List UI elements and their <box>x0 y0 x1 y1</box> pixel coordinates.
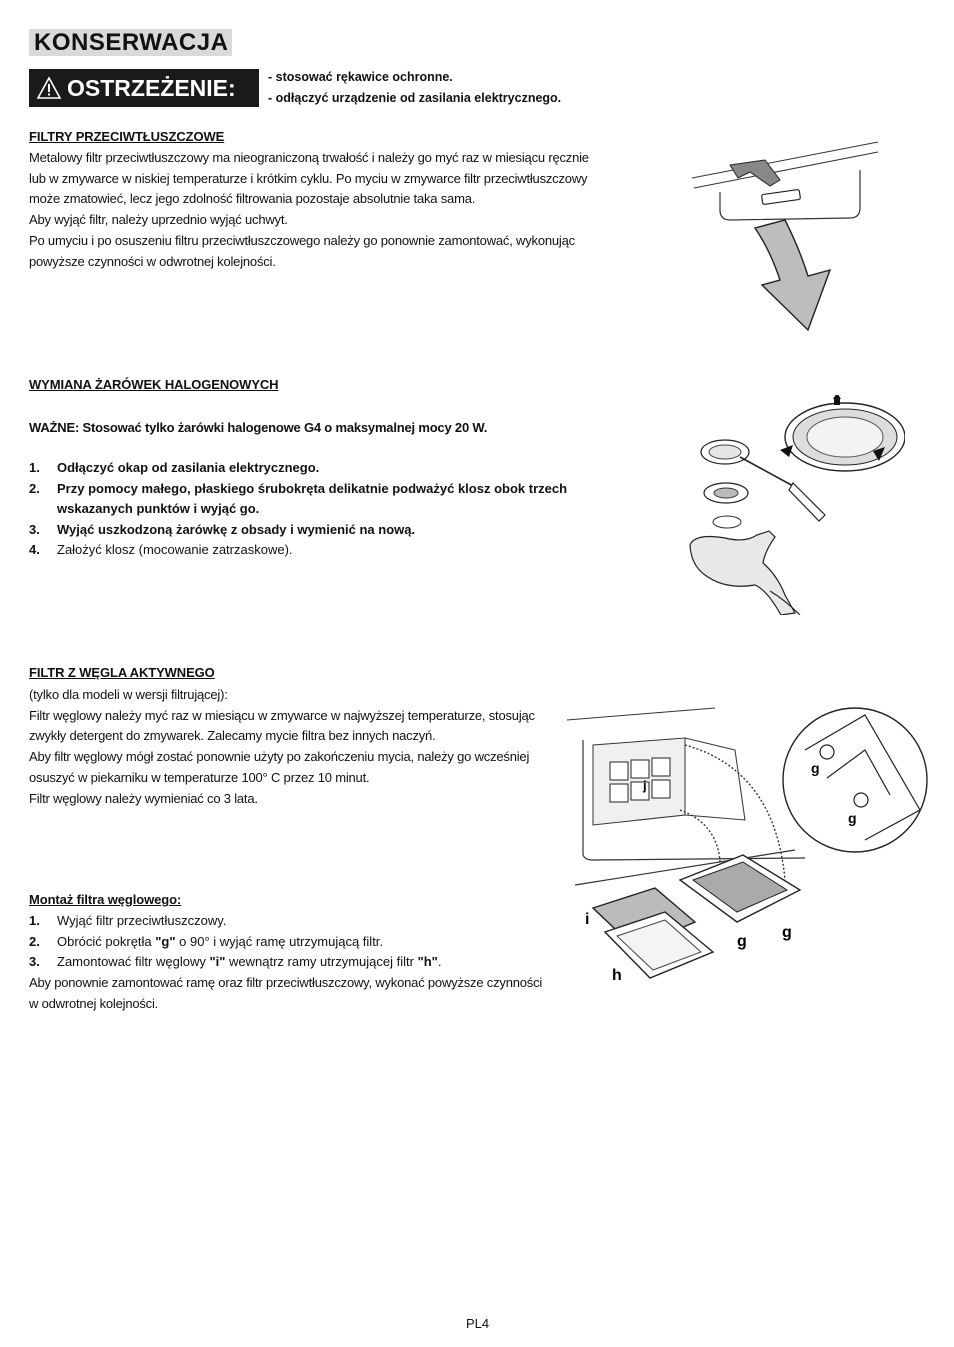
carbon-filter-illustration <box>565 690 950 995</box>
text-line: może zmatowieć, lecz jego zdolność filtrowania pozostaje absolutnie taka sama. <box>29 191 476 207</box>
text-line: Filtr węglowy należy myć raz w miesiącu w zmywarce w najwyższej temperaturze, stosując <box>29 707 535 723</box>
text-line: Aby filtr węglowy mógł zostać ponownie użyty po zakończeniu mycia, należy go wcześniej <box>29 749 530 765</box>
figure-label-i: i <box>585 911 590 928</box>
list-item: 3. Wyjąć uszkodzoną żarówkę z obsady i wymienić na nową. <box>29 521 416 537</box>
warning-label: OSTRZEŻENIE: <box>67 75 236 101</box>
figure-label-g: g <box>811 760 820 776</box>
section-heading-grease-filters: FILTRY PRZECIWTŁUSZCZOWE <box>29 129 225 144</box>
text-line: Metalowy filtr przeciwtłuszczowy ma nieograniczoną trwałość i należy go myć raz w miesiącu ręcznie <box>29 150 589 165</box>
figure-label-g: g <box>782 924 792 941</box>
figure-label-j: j <box>643 778 647 793</box>
list-item: 1. Odłączyć okap od zasilania elektrycznego. <box>29 460 320 475</box>
text-line: lub w zmywarce w niskiej temperaturze i krótkim cyklu. Po myciu w zmywarce filtr przeciwtłuszczowy <box>29 170 588 186</box>
carbon-mount-steps <box>29 911 589 973</box>
figure-label-g: g <box>848 810 857 826</box>
warning-item: - stosować rękawice ochronne. <box>268 70 453 84</box>
text-line: Filtr węglowy należy wymieniać co 3 lata. <box>29 790 258 806</box>
figure-label-h: h <box>612 967 622 984</box>
list-item: 4. Założyć klosz (mocowanie zatrzaskowe). <box>29 542 293 557</box>
grease-filter-illustration <box>690 140 885 335</box>
text-line: Aby ponownie zamontować ramę oraz filtr przeciwtłuszczowy, wykonać powyższe czynności <box>29 975 543 990</box>
text-line: osuszyć w piekarniku w temperaturze 100° C przez 10 minut. <box>29 769 370 785</box>
list-item: 3. Zamontować filtr węglowy "i" wewnątrz ramy utrzymującej filtr "h". <box>29 954 442 969</box>
warning-list <box>268 67 561 109</box>
section-heading-carbon-filter: FILTR Z WĘGLA AKTYWNEGO <box>29 665 215 680</box>
page-number: PL4 <box>466 1316 490 1331</box>
section-heading-halogen: WYMIANA ŻARÓWEK HALOGENOWYCH <box>29 377 279 392</box>
warning-icon <box>36 76 62 100</box>
list-item: 2. Przy pomocy małego, płaskiego śrubokręta delikatnie podważyć klosz obok trzech wskazanych punktów i wyjąć go. <box>29 480 568 516</box>
text-line: zwykły detergent do zmywarek. Zalecamy mycie filtra bez innych naczyń. <box>29 728 436 744</box>
list-item: 1. Wyjąć filtr przeciwtłuszczowy. <box>29 913 227 928</box>
figure-label-g: g <box>737 933 747 950</box>
list-item: 2. Obrócić pokrętła "g" o 90° i wyjąć ramę utrzymującą filtr. <box>29 933 384 949</box>
halogen-important: WAŻNE: Stosować tylko żarówki halogenowe G4 o maksymalnej mocy 20 W. <box>29 420 488 435</box>
text-line: powyższe czynności w odwrotnej kolejności. <box>29 253 276 269</box>
grease-filters-text <box>29 148 619 272</box>
halogen-lamp-illustration <box>685 395 905 615</box>
carbon-mount-closing <box>29 973 569 1014</box>
warning-badge <box>29 69 259 107</box>
text-line: Aby wyjąć filtr, należy uprzednio wyjąć uchwyt. <box>29 212 288 228</box>
page-title: KONSERWACJA <box>29 29 232 56</box>
carbon-filter-text <box>29 685 569 809</box>
text-line: (tylko dla modeli w wersji filtrującej): <box>29 687 228 702</box>
text-line: Po umyciu i po osuszeniu filtru przeciwtłuszczowego należy go ponownie zamontować, wykonując <box>29 232 575 248</box>
carbon-mount-heading: Montaż filtra węglowego: <box>29 892 182 907</box>
halogen-steps <box>29 458 589 561</box>
warning-item: - odłączyć urządzenie od zasilania elektrycznego. <box>268 91 562 105</box>
text-line: w odwrotnej kolejności. <box>29 995 159 1011</box>
